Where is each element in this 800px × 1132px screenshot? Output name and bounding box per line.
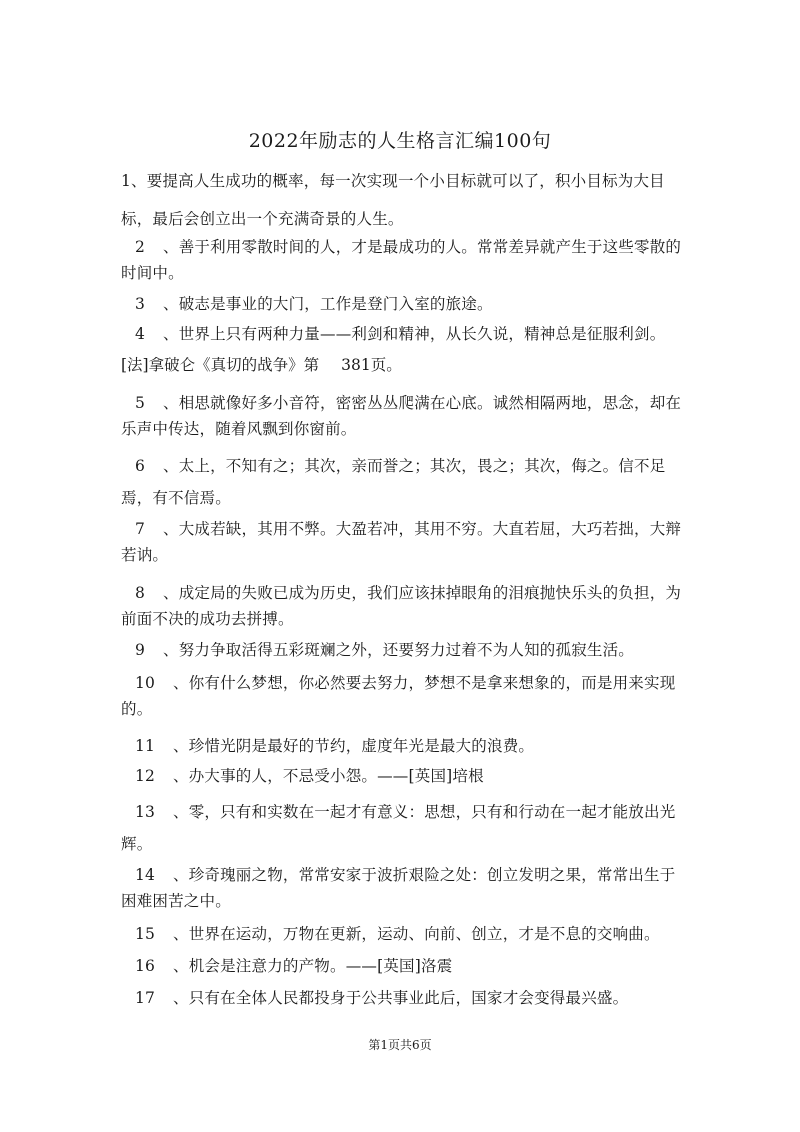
list-item — [121, 796, 691, 860]
list-item — [121, 862, 691, 914]
item-text: 、珍惜光阴是最好的节约，虚度年光是最大的浪费。 — [173, 737, 535, 755]
item-number: 15 — [135, 925, 156, 943]
item-number: 2 — [135, 238, 146, 256]
item-text: 、你有什么梦想，你必然要去努力，梦想不是拿来想象的，而是用来实现的。 — [121, 674, 676, 718]
item-number: 8 — [135, 584, 146, 602]
item-number: 5 — [135, 394, 146, 412]
item-text: 、机会是注意力的产物。——[英国]洛震 — [173, 957, 453, 975]
list-item — [121, 162, 681, 238]
list-item — [135, 763, 705, 789]
item-number: 17 — [135, 989, 156, 1007]
list-item — [121, 450, 691, 514]
page-footer: 第1页共6页 — [368, 1038, 432, 1052]
item-text: 、珍奇瑰丽之物，常常安家于波折艰险之处：创立发明之果，常常出生于困难困苦之中。 — [121, 866, 676, 910]
item-number: 11 — [135, 737, 156, 755]
list-item — [135, 921, 705, 947]
item-number: 1、 — [121, 172, 147, 190]
item-text: 要提高人生成功的概率，每一次实现一个小目标就可以了，积小目标为大目标，最后会创立出一个充满奇景的人生。 — [121, 172, 665, 228]
list-item — [121, 390, 691, 442]
item-number: 6 — [135, 457, 146, 475]
item-text: 、破志是事业的大门，工作是登门入室的旅途。 — [163, 295, 493, 313]
item-text: 、相思就像好多小音符，密密丛丛爬满在心底。诚然相隔两地，思念，却在乐声中传达，随着风飘到你窗前。 — [121, 394, 682, 438]
list-item — [135, 733, 705, 759]
item-number: 14 — [135, 866, 156, 884]
page-title: 2022年励志的人生格言汇编100句 — [248, 130, 552, 152]
list-item — [121, 234, 691, 286]
item-text: 、只有在全体人民都投身于公共事业此后，国家才会变得最兴盛。 — [173, 989, 629, 1007]
item-text: 、善于利用零散时间的人，才是最成功的人。常常差异就产生于这些零散的时间中。 — [121, 238, 682, 282]
item-number: 7 — [135, 520, 146, 538]
list-item — [135, 321, 705, 347]
item-text: 、世界在运动，万物在更新，运动、向前、创立，才是不息的交响曲。 — [173, 925, 660, 943]
citation-text: [法]拿破仑《真切的战争》第 — [121, 356, 320, 374]
list-item — [121, 516, 691, 568]
item-text: 、成定局的失败已成为历史，我们应该抹掉眼角的泪痕抛快乐头的负担，为前面不决的成功去拼搏。 — [121, 584, 682, 628]
item-text: 、世界上只有两种力量——利剑和精神，从长久说，精神总是征服利剑。 — [163, 325, 666, 343]
list-item — [121, 670, 691, 722]
citation-page: 381页。 — [341, 356, 402, 374]
item-number: 16 — [135, 957, 156, 975]
item-number: 10 — [135, 674, 156, 692]
citation — [121, 352, 402, 378]
list-item — [135, 291, 705, 317]
list-item — [135, 985, 705, 1011]
item-text: 、太上，不知有之；其次，亲而誉之；其次，畏之；其次，侮之。信不足焉，有不信焉。 — [121, 457, 666, 507]
item-number: 4 — [135, 325, 146, 343]
list-item — [121, 580, 691, 632]
item-text: 、办大事的人，不忌受小怨。——[英国]培根 — [173, 767, 484, 785]
item-text: 、大成若缺，其用不弊。大盈若冲，其用不穷。大直若屈，大巧若拙，大辩若讷。 — [121, 520, 682, 564]
item-number: 3 — [135, 295, 146, 313]
item-text: 、努力争取活得五彩斑斓之外，还要努力过着不为人知的孤寂生活。 — [163, 641, 635, 659]
item-text: 、零，只有和实数在一起才有意义：思想，只有和行动在一起才能放出光辉。 — [121, 803, 676, 853]
item-number: 12 — [135, 767, 156, 785]
list-item — [135, 637, 705, 663]
item-number: 9 — [135, 641, 146, 659]
item-number: 13 — [135, 803, 156, 821]
list-item — [135, 953, 705, 979]
